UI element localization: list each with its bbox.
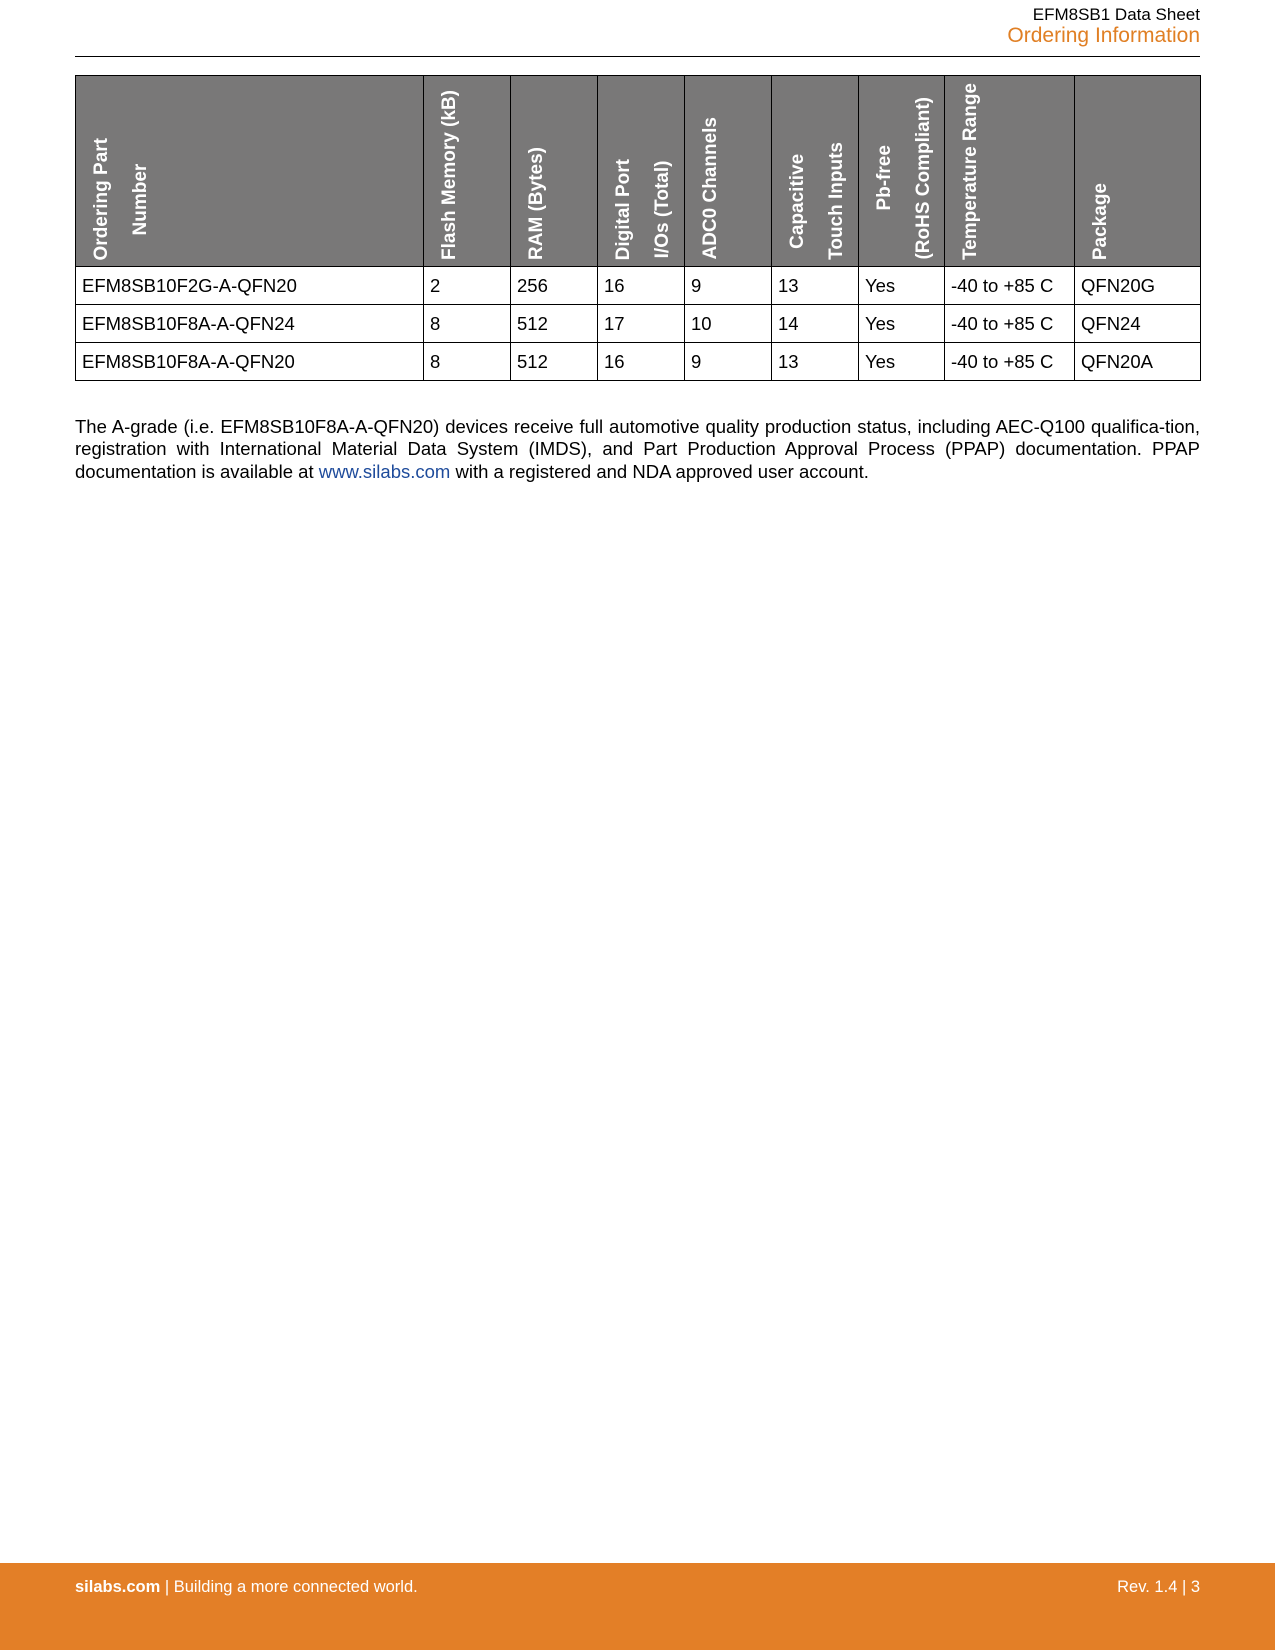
header-capacitive-touch-inputs: Capacitive Touch Inputs [772,76,859,267]
cell-adc: 9 [685,267,772,305]
header-divider [75,56,1200,57]
cell-pb-free: Yes [859,305,945,343]
cell-pb-free: Yes [859,343,945,381]
silabs-link[interactable]: www.silabs.com [318,460,451,482]
a-grade-note [75,416,1200,484]
document-title: EFM8SB1 Data Sheet [1032,5,1200,24]
cell-ios: 16 [598,267,685,305]
cell-package: QFN24 [1075,305,1201,343]
footer-tagline: | Building a more connected world. [160,1578,418,1596]
cell-pb-free: Yes [859,267,945,305]
cell-flash: 8 [424,305,511,343]
cell-temp: -40 to +85 C [945,305,1075,343]
header-temperature-range: Temperature Range [945,76,1075,267]
header-digital-port-ios: Digital Port I/Os (Total) [598,76,685,267]
cell-part-number: EFM8SB10F8A-A-QFN24 [76,305,424,343]
header-pb-free: Pb-free (RoHS Compliant) [859,76,945,267]
table-row [76,267,1201,305]
cell-ram: 512 [511,343,598,381]
table-header-row [76,76,1201,267]
cell-touch: 13 [772,343,859,381]
cell-package: QFN20A [1075,343,1201,381]
table-row [76,305,1201,343]
ordering-table [75,75,1201,381]
table-row [76,343,1201,381]
cell-adc: 9 [685,343,772,381]
cell-flash: 8 [424,343,511,381]
note-text-end: with a registered and NDA approved user account. [450,460,869,482]
header-package: Package [1075,76,1201,267]
cell-flash: 2 [424,267,511,305]
footer-brand [75,1578,418,1597]
cell-package: QFN20G [1075,267,1201,305]
note-text: The A-grade (i.e. EFM8SB10F8A-A-QFN20) devices receive full automotive quality production status, including AEC-Q100 qualifica-tion, registration with International Material Data System (IMDS), and Part Production Approval Process (PPAP) documentation. PPAP documentation is available at [75,415,1200,482]
cell-touch: 13 [772,267,859,305]
cell-temp: -40 to +85 C [945,267,1075,305]
page-footer [0,1563,1275,1650]
header-flash-memory: Flash Memory (kB) [424,76,511,267]
cell-temp: -40 to +85 C [945,343,1075,381]
cell-part-number: EFM8SB10F8A-A-QFN20 [76,343,424,381]
cell-touch: 14 [772,305,859,343]
cell-ram: 512 [511,305,598,343]
cell-part-number: EFM8SB10F2G-A-QFN20 [76,267,424,305]
cell-adc: 10 [685,305,772,343]
header-ram: RAM (Bytes) [511,76,598,267]
header-adc0-channels: ADC0 Channels [685,76,772,267]
footer-revision: Rev. 1.4 | 3 [1117,1578,1200,1596]
cell-ios: 17 [598,305,685,343]
section-title: Ordering Information [1007,24,1200,47]
cell-ios: 16 [598,343,685,381]
cell-ram: 256 [511,267,598,305]
header-ordering-part-number: Ordering Part Number [76,76,424,267]
footer-site: silabs.com [75,1578,161,1596]
